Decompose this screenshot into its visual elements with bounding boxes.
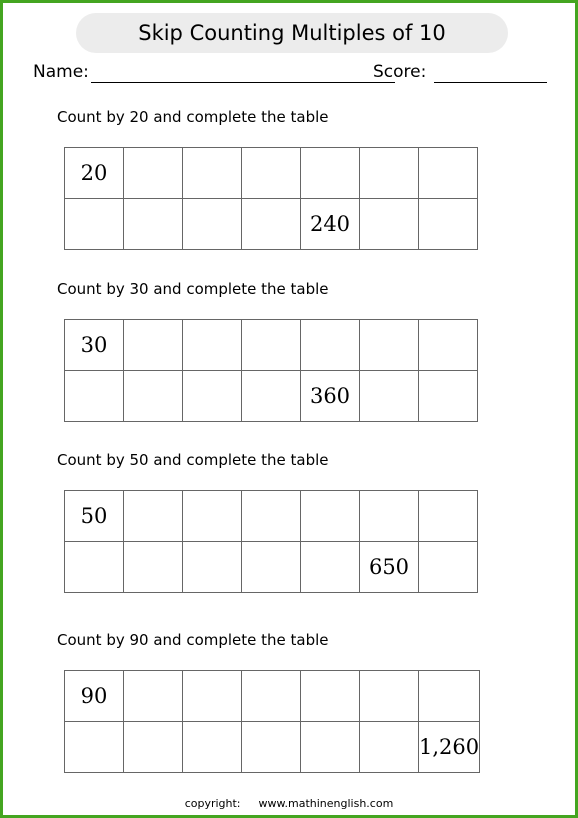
table-cell[interactable] — [360, 722, 419, 773]
table-cell[interactable] — [360, 148, 419, 199]
table-cell[interactable] — [242, 371, 301, 422]
table-cell[interactable] — [360, 320, 419, 371]
table-cell[interactable] — [419, 320, 478, 371]
table-cell[interactable] — [183, 371, 242, 422]
table-cell[interactable] — [301, 671, 360, 722]
exercise-2-table — [64, 319, 478, 422]
score-label: Score: — [373, 62, 427, 82]
table-row — [65, 671, 480, 722]
table-cell[interactable] — [124, 671, 183, 722]
table-cell[interactable] — [65, 199, 124, 250]
table-cell[interactable]: 50 — [65, 491, 124, 542]
exercise-3-table — [64, 490, 478, 593]
table-cell[interactable] — [301, 542, 360, 593]
table-cell[interactable] — [124, 199, 183, 250]
website-link[interactable]: www.mathinenglish.com — [258, 797, 394, 810]
table-cell[interactable] — [301, 491, 360, 542]
footer — [0, 797, 578, 810]
table-row — [65, 371, 478, 422]
worksheet-title — [76, 13, 508, 53]
table-cell[interactable] — [419, 491, 478, 542]
table-cell[interactable] — [301, 148, 360, 199]
table-cell[interactable] — [419, 148, 478, 199]
table-cell[interactable]: 360 — [301, 371, 360, 422]
name-blank[interactable] — [91, 82, 395, 83]
table-cell[interactable] — [124, 371, 183, 422]
score-blank[interactable] — [434, 82, 547, 83]
table-cell[interactable] — [301, 722, 360, 773]
table-cell[interactable] — [242, 148, 301, 199]
table-row — [65, 320, 478, 371]
exercise-4-instruction: Count by 90 and complete the table — [57, 631, 329, 649]
table-cell[interactable] — [124, 542, 183, 593]
table-cell[interactable] — [183, 542, 242, 593]
table-cell[interactable] — [242, 671, 301, 722]
table-row — [65, 148, 478, 199]
table-cell[interactable] — [124, 722, 183, 773]
table-cell[interactable] — [360, 199, 419, 250]
table-cell[interactable] — [360, 491, 419, 542]
title-text: Skip Counting Multiples of 10 — [138, 21, 446, 45]
table-cell[interactable] — [419, 542, 478, 593]
table-cell[interactable] — [419, 671, 480, 722]
name-score-row — [33, 62, 548, 88]
exercise-3-instruction: Count by 50 and complete the table — [57, 451, 329, 469]
table-cell[interactable] — [242, 542, 301, 593]
table-cell[interactable]: 1,260 — [419, 722, 480, 773]
table-row — [65, 491, 478, 542]
table-cell[interactable] — [124, 148, 183, 199]
table-cell[interactable] — [419, 371, 478, 422]
table-cell[interactable] — [360, 671, 419, 722]
table-cell[interactable] — [183, 148, 242, 199]
exercise-4-table — [64, 670, 480, 773]
table-row — [65, 722, 480, 773]
table-cell[interactable] — [65, 542, 124, 593]
table-cell[interactable] — [65, 371, 124, 422]
name-label: Name: — [33, 62, 89, 82]
table-cell[interactable] — [183, 199, 242, 250]
table-cell[interactable] — [183, 491, 242, 542]
table-row — [65, 542, 478, 593]
table-cell[interactable] — [242, 199, 301, 250]
table-cell[interactable]: 240 — [301, 199, 360, 250]
exercise-2-instruction: Count by 30 and complete the table — [57, 280, 329, 298]
table-cell[interactable]: 20 — [65, 148, 124, 199]
table-cell[interactable] — [65, 722, 124, 773]
table-cell[interactable] — [124, 320, 183, 371]
table-cell[interactable] — [242, 320, 301, 371]
table-cell[interactable]: 650 — [360, 542, 419, 593]
copyright-label: copyright: — [184, 797, 241, 810]
exercise-1-table — [64, 147, 478, 250]
table-cell[interactable]: 30 — [65, 320, 124, 371]
table-cell[interactable] — [242, 491, 301, 542]
table-cell[interactable] — [419, 199, 478, 250]
table-cell[interactable]: 90 — [65, 671, 124, 722]
exercise-1-instruction: Count by 20 and complete the table — [57, 108, 329, 126]
table-cell[interactable] — [124, 491, 183, 542]
table-cell[interactable] — [183, 722, 242, 773]
table-cell[interactable] — [183, 671, 242, 722]
table-cell[interactable] — [360, 371, 419, 422]
table-cell[interactable] — [301, 320, 360, 371]
table-row — [65, 199, 478, 250]
table-cell[interactable] — [242, 722, 301, 773]
table-cell[interactable] — [183, 320, 242, 371]
